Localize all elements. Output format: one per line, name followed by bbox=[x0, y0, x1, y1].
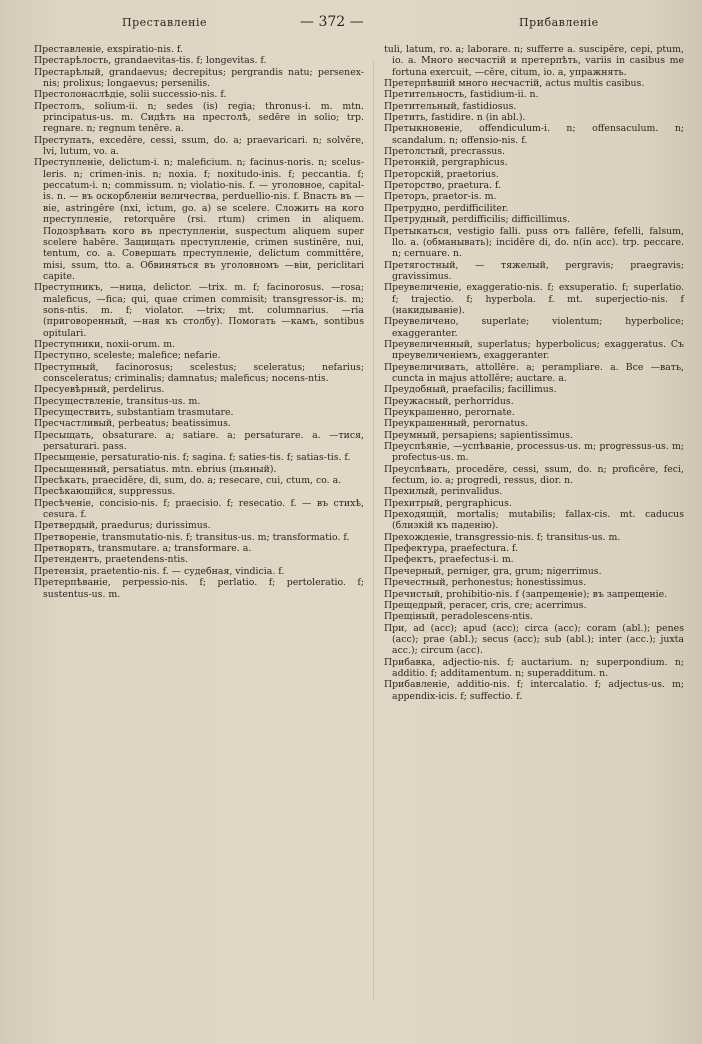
dictionary-entry: Преступно, sceleste; malefice; nefarie. bbox=[34, 350, 221, 362]
dictionary-entry: Претить, fastidire. n (in abl.). bbox=[384, 112, 526, 124]
dictionary-entry: Претонкій, pergraphicus. bbox=[384, 157, 508, 169]
dictionary-entry: Претыкновеніе, offendiculum-i. n; offensaculum. n; scandalum. n; offensio-nis. f. bbox=[384, 123, 684, 146]
dictionary-entry: Прещіный, peradolescens-ntis. bbox=[384, 611, 533, 623]
dictionary-entry: Преуспѣвать, procedĕre, cessi, ssum, do. n; proficĕre, feci, fectum, io. a; progredi, ressus, dior. n. bbox=[384, 463, 684, 487]
dictionary-entry: Претвореніе, transmutatio-nis. f; transitus-us. m; transformatio. f. bbox=[34, 531, 350, 543]
dictionary-entry: Пресуевѣрный, perdelirus. bbox=[34, 384, 165, 396]
dictionary-entry: tuli, latum, ro. a; laborare. n; sufferre a. suscipĕre, cepi, ptum, io. a. Много несчастій и претерпѣть, variis in casibus me fortuna exercuit, —cĕre, citum, io. a, упражнять. bbox=[384, 44, 684, 78]
dictionary-entry: Претолстый, precrassus. bbox=[384, 146, 506, 158]
dictionary-entry: Претягостный, — тяжелый, pergravis; praegravis; gravissimus. bbox=[384, 259, 684, 282]
left-column bbox=[34, 44, 364, 600]
dictionary-entry: Преторство, praetura. f. bbox=[384, 180, 502, 192]
dictionary-entry: Претрудно, perdifficiliter. bbox=[384, 202, 509, 214]
dictionary-entry: Претендентъ, praetendens-ntis. bbox=[34, 554, 189, 566]
dictionary-entry: Пресыщенный, persatiatus. mtn. ebrius (пьяный). bbox=[34, 463, 277, 475]
dictionary-entry: Преукрашенный, perornatus. bbox=[384, 418, 529, 430]
dictionary-entry: Преуспѣяніе, —успѣваніе, processus-us. m; progressus-us. m; profectus-us. m. bbox=[384, 441, 684, 464]
dictionary-entry: Претительность, fastidium-ii. n. bbox=[384, 89, 539, 101]
right-column bbox=[384, 44, 684, 702]
dictionary-entry: Прибавка, adjectio-nis. f; auctarium. n; superpondium. n; additio. f; additamentum. n; superadditum. n. bbox=[384, 656, 684, 679]
dictionary-entry: Прехилый, perinvalidus. bbox=[384, 486, 503, 498]
dictionary-entry: Претерпѣвшій много несчастій, actus multis casibus. bbox=[384, 78, 645, 90]
dictionary-entry: Преумный, persapiens; sapientissimus. bbox=[384, 429, 573, 441]
dictionary-entry: Престарѣлый, grandaevus; decrepitus; pergrandis natu; persenex-nis; prolixus; longaevus; persenilis. bbox=[34, 66, 364, 90]
dictionary-entry: Пречистый, prohibitio-nis. f (запрещеніе); въ запрещеніе. bbox=[384, 588, 668, 600]
dictionary-entry: Претыкаться, vestigio falli. puss отъ fallĕre, fefelli, falsum, llo. a. (обманывать); incidĕre di, do. n(in acc). trp. peccare. n; cernuare. n. bbox=[384, 225, 684, 260]
dictionary-entry: Преступленіе, delictum-i. n; maleficium. n; facinus-noris. n; scelus-leris. n; crimen-inis. n; noxia. f; noxitudo-inis. f; peccantia. f; peccatum-i. n; commissum. n; violatio-nis. f. — уголовное, capital-is. n. — въ оскорбленіи величества, perduellio-nis. f. Впасть въ —віе, astringĕre (nxi, ictum, go. a) se scelere. Сложить на кого преступленіе, retorquĕre (rsi. rtum) crimen in aliquem. Подозрѣвать кого въ преступленіи, suspectum aliquem super scelere habēre. Защищать преступленіе, crimen sustinēre, nui, tentum, co. a. Совершать преступленіе, delictum committĕre, misi, ssum, tto. a. Обвиняться въ уголовномъ —віи, periclitari capite. bbox=[34, 157, 364, 282]
dictionary-entry: Преувеличивать, attollĕre. a; perampliare. a. Все —вать, cuncta in majus attollĕre; auctare. a. bbox=[384, 361, 684, 384]
dictionary-entry: Преходящій, mortalis; mutabilis; fallax-cis. mt. caducus (близкій къ паденію). bbox=[384, 509, 684, 532]
dictionary-entry: Престарѣлость, grandaevitas-tis. f; longevitas. f. bbox=[34, 55, 267, 67]
dictionary-entry: Пресуществленіе, transitus-us. m. bbox=[34, 395, 201, 407]
dictionary-entry: Преступники, noxii-orum. m. bbox=[34, 338, 176, 350]
dictionary-entry: Претвердый, praedurus; durissimus. bbox=[34, 520, 211, 532]
dictionary-entry: Преудобный, praefacilis; facillimus. bbox=[384, 384, 557, 396]
dictionary-entry: Претительный, fastidiosus. bbox=[384, 100, 517, 112]
dictionary-entry: Престолонаслѣдіе, solii successio-nis. f. bbox=[34, 89, 227, 101]
dictionary-entry: Преставленіе, exspiratio-nis. f. bbox=[34, 44, 184, 55]
dictionary-entry: Пресчастливый, perbeatus; beatissimus. bbox=[34, 418, 231, 430]
dictionary-entry: Преторскій, praetorius. bbox=[384, 168, 499, 180]
dictionary-entry: Пресѣченіе, concisio-nis. f; praecisio. f; resecatio. f. — въ стихѣ, cesura. f. bbox=[34, 497, 364, 521]
dictionary-entry: Преторъ, praetor-is. m. bbox=[384, 191, 497, 203]
page-number: — 372 — bbox=[300, 14, 364, 30]
dictionary-entry: Преувеличенный, superlatus; hyperbolicus; exaggeratus. Съ преувеличеніемъ, exaggeranter. bbox=[384, 338, 684, 362]
page-header bbox=[0, 14, 702, 36]
dictionary-entry: Преужасный, perhorridus. bbox=[384, 395, 514, 407]
running-head-right: Прибавленіе bbox=[519, 16, 599, 29]
dictionary-entry: Пречестный, perhonestus; honestissimus. bbox=[384, 577, 587, 589]
dictionary-entry: Пресыщеніе, persaturatio-nis. f; sagina. f; saties-tis. f; satias-tis. f. bbox=[34, 452, 351, 464]
dictionary-entry: Претензія, praetentio-nis. f. — судебная, vindicia. f. bbox=[34, 565, 285, 577]
dictionary-entry: Прибавленіе, additio-nis. f; intercalatio. f; adjectus-us. m; appendix-icis. f; suffectio. f. bbox=[384, 679, 684, 702]
dictionary-entry: Пречерный, perniger, gra, grum; nigerrimus. bbox=[384, 565, 602, 577]
dictionary-entry: Преувеличеніе, exaggeratio-nis. f; exsuperatio. f; superlatio. f; trajectio. f; hyperbola. f. mt. superjectio-nis. f (накидываніе). bbox=[384, 282, 684, 316]
dictionary-entry: Пресѣкающійся, suppressus. bbox=[34, 486, 176, 498]
dictionary-entry: Претворять, transmutare. a; transformare. a. bbox=[34, 543, 252, 555]
dictionary-entry: Преувеличено, superlate; violentum; hyperbolice; exaggeranter. bbox=[384, 316, 684, 339]
running-head-left: Преставленіе bbox=[122, 16, 207, 29]
column-divider bbox=[373, 60, 374, 1000]
dictionary-entry: Прехитрый, pergraphicus. bbox=[384, 497, 512, 509]
dictionary-entry: Престолъ, solium-ii. n; sedes (is) regia; thronus-i. m. mtn. principatus-us. m. Сидѣть на престолѣ, sedēre in solio; trp. regnare. n; regnum tenēre. a. bbox=[34, 100, 364, 135]
dictionary-entry: Преукрашенно, perornate. bbox=[384, 407, 515, 418]
dictionary-entry: Претерпѣваніе, perpessio-nis. f; perlatio. f; pertoleratio. f; sustentus-us. m. bbox=[34, 577, 364, 600]
dictionary-entry: Префектъ, praefectus-i. m. bbox=[384, 554, 514, 566]
dictionary-entry: Пресѣкать, praecidĕre, di, sum, do. a; resecare, cui, ctum, co. a. bbox=[34, 475, 342, 487]
dictionary-entry: Преступать, excedĕre, cessi, ssum, do. a; praevaricari. n; solvĕre, lvi, lutum, vo. a. bbox=[34, 134, 364, 158]
dictionary-entry: Прехожденіе, transgressio-nis. f; transitus-us. m. bbox=[384, 531, 621, 543]
dictionary-entry: Прещедрый, peracer, cris, cre; acerrimus. bbox=[384, 599, 587, 611]
dictionary-entry: Претрудный, perdifficilis; difficillimus. bbox=[384, 214, 571, 226]
dictionary-entry: Префектура, praefectura. f. bbox=[384, 543, 519, 555]
dictionary-entry: Пресыщать, obsaturare. a; satiare. a; persaturare. a. —тися, persaturari. pass. bbox=[34, 429, 364, 453]
dictionary-entry: При, ad (acc); apud (acc); circa (acc); coram (abl.); penes (acc); prae (abl.); secus (acc); sub (abl.); inter (acc.); juxta acc.); circum (acc). bbox=[384, 622, 684, 657]
dictionary-entry: Пресуществить, substantiam trasmutare. bbox=[34, 407, 234, 418]
dictionary-entry: Преступникъ, —ница, delictor. —trix. m. f; facinorosus. —rosa; maleficus, —fica; qui, quae crimen commisit; transgressor-is. m; sons-ntis. m. f; violator. —trix; mt. columnarius. —ria (приговоренный, —ная къ столбу). Помогать —камъ, sontibus opitulari. bbox=[34, 282, 364, 339]
dictionary-entry: Преступный, facinorosus; scelestus; sceleratus; nefarius; consceleratus; criminalis; damnatus; maleficus; nocens-ntis. bbox=[34, 361, 364, 384]
